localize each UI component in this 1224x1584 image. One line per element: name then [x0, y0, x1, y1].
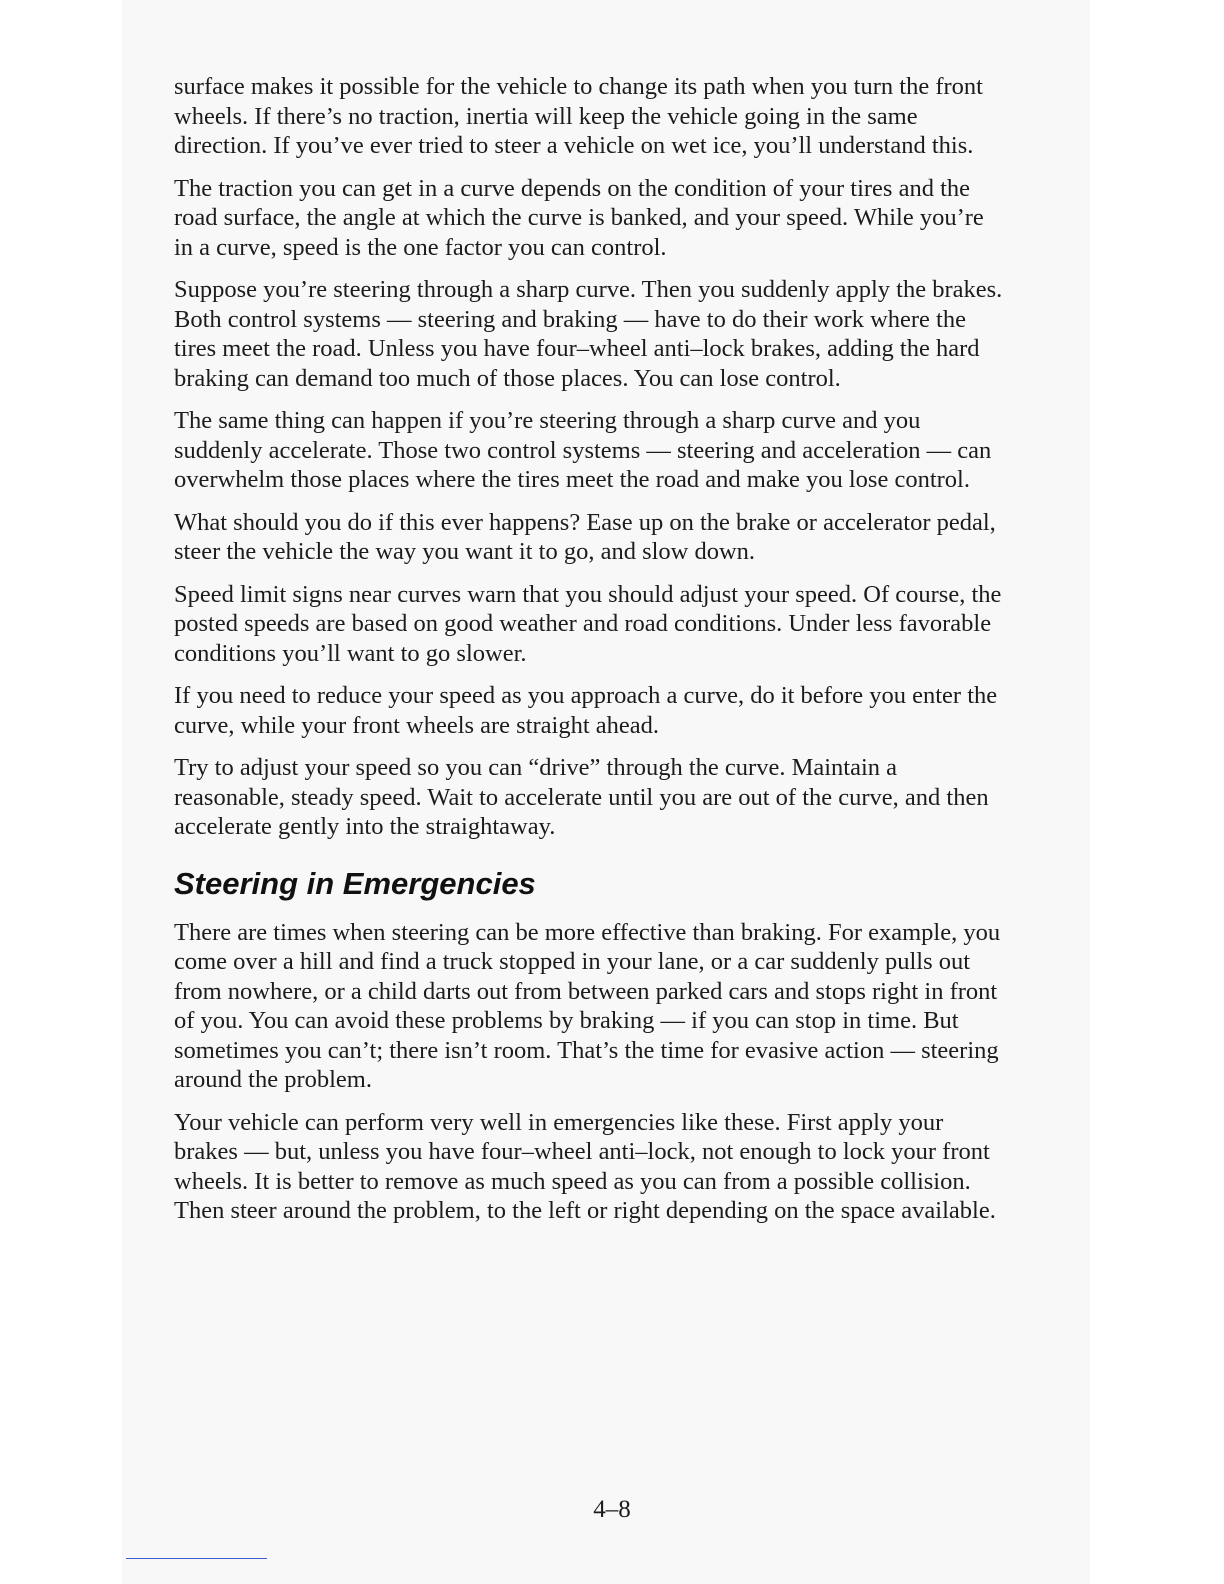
page-number: 4–8	[593, 1496, 631, 1523]
paragraph-traction-curve: The traction you can get in a curve depends on the condition of your tires and the road surface, the angle at which the curve is banked, and your speed. While you’re in a curve, speed is the one factor you can control.	[174, 174, 984, 261]
paragraph-emergency-performance: Your vehicle can perform very well in emergencies like these. First apply your brakes — but, unless you have four–wheel anti–lock, not enough to lock your front wheels. It is better to remove as much speed as you can from a possible collision. Then steer around the problem, to the left or right depending on the space available.	[174, 1108, 996, 1224]
paragraph-traction-surface: surface makes it possible for the vehicle to change its path when you turn the front wheels. If there’s no traction, inertia will keep the vehicle going in the same direction. If you’ve ever tried to steer a vehicle on wet ice, you’ll understand this.	[174, 73, 983, 159]
paragraph-reduce-speed: If you need to reduce your speed as you approach a curve, do it before you enter the curve, while your front wheels are straight ahead.	[174, 682, 998, 739]
section-heading-steering-emergencies: Steering in Emergencies	[174, 865, 536, 901]
paragraph-braking-in-curve: Suppose you’re steering through a sharp curve. Then you suddenly apply the brakes. Both control systems — steering and braking — have to do their work where the tires meet the road. Unless you have four–wheel anti–lock brakes, adding the hard braking can demand too much of those places. You can lose control.	[174, 276, 1003, 392]
paragraph-steering-vs-braking: There are times when steering can be more effective than braking. For example, you come over a hill and find a truck stopped in your lane, or a car suddenly pulls out from nowhere, or a child darts out from between parked cars and stops right in front of you. You can avoid these problems by braking — if you can stop in time. But sometimes you can’t; there isn’t room. That’s the time for evasive action — steering around the problem.	[174, 918, 1001, 1093]
paragraph-accelerating-in-curve: The same thing can happen if you’re steering through a sharp curve and you suddenly accelerate. Those two control systems — steering and acceleration — can overwhelm those places where the tires meet the road and make you lose control.	[174, 407, 992, 493]
paragraph-what-to-do: What should you do if this ever happens? Ease up on the brake or accelerator pedal, steer the vehicle the way you want it to go, and slow down.	[174, 508, 996, 565]
page-content	[174, 72, 1004, 1239]
paragraph-speed-limit-signs: Speed limit signs near curves warn that you should adjust your speed. Of course, the posted speeds are based on good weather and road conditions. Under less favorable conditions you’ll want to go slower.	[174, 580, 1002, 667]
corner-divider-line	[126, 1558, 267, 1559]
paragraph-drive-through-curve: Try to adjust your speed so you can “drive” through the curve. Maintain a reasonable, steady speed. Wait to accelerate until you are out of the curve, and then accelerate gently into the straightaway.	[174, 754, 989, 840]
